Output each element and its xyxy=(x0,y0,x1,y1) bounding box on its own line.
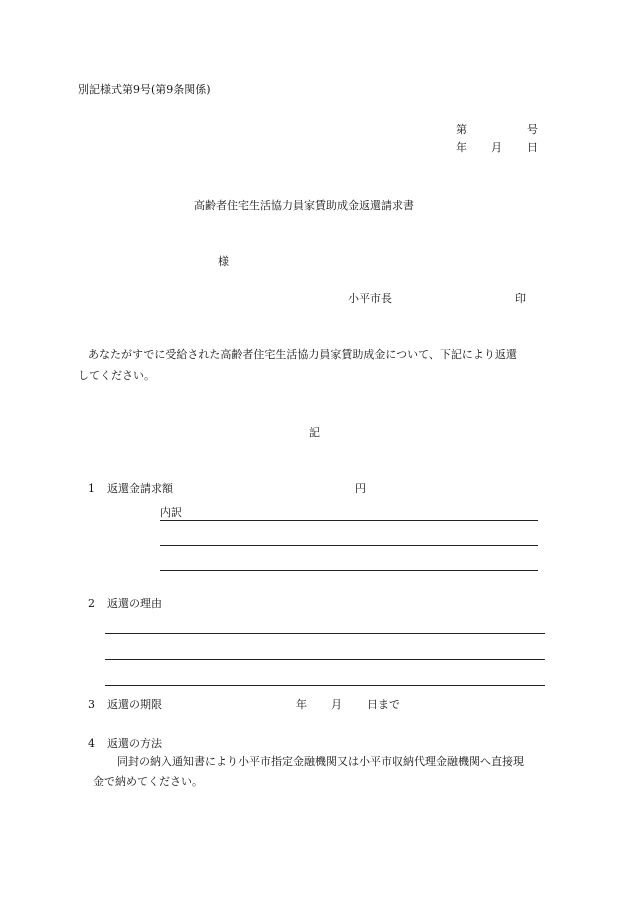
breakdown-line-2 xyxy=(160,545,538,546)
deadline-month: 月 xyxy=(331,698,342,711)
item1-breakdown-label: 内訳 xyxy=(160,506,182,519)
form-number: 別記様式第9号(第9条関係) xyxy=(78,83,211,96)
body-text-line1: あなたがすでに受給された高齢者住宅生活協力員家賃助成金について、下記により返還 xyxy=(88,348,517,361)
item4-text-line1: 同封の納入通知書により小平市指定金融機関又は小平市収納代理金融機関へ直接現 xyxy=(117,755,524,768)
item4-label: 返還の方法 xyxy=(107,737,162,750)
ki-heading: 記 xyxy=(309,426,320,439)
date-year: 年 xyxy=(456,141,467,154)
issuer-name: 小平市長 xyxy=(348,292,392,305)
item2-number: 2 xyxy=(88,597,95,610)
addressee-sama: 様 xyxy=(218,255,229,268)
item4-number: 4 xyxy=(88,737,95,750)
item2-label: 返還の理由 xyxy=(107,597,162,610)
reason-line-3 xyxy=(105,685,545,686)
number-suffix-gou: 号 xyxy=(527,123,538,136)
item1-label: 返還金請求額 xyxy=(107,482,173,495)
item3-label: 返還の期限 xyxy=(107,698,162,711)
deadline-day: 日まで xyxy=(367,698,400,711)
item4-text-line2: 金で納めてください。 xyxy=(93,775,203,788)
number-prefix-dai: 第 xyxy=(456,123,467,136)
item1-unit: 円 xyxy=(355,482,366,495)
reason-line-2 xyxy=(105,659,545,660)
reason-line-1 xyxy=(105,633,545,634)
item1-number: 1 xyxy=(88,482,95,495)
document-title: 高齢者住宅生活協力員家賃助成金返還請求書 xyxy=(194,199,414,212)
date-month: 月 xyxy=(491,141,502,154)
seal-mark: 印 xyxy=(515,292,526,305)
body-text-line2: してください。 xyxy=(78,369,155,382)
breakdown-line-3 xyxy=(160,570,538,571)
item3-number: 3 xyxy=(88,698,95,711)
deadline-year: 年 xyxy=(296,698,307,711)
breakdown-line-1 xyxy=(160,520,538,521)
date-day: 日 xyxy=(527,141,538,154)
